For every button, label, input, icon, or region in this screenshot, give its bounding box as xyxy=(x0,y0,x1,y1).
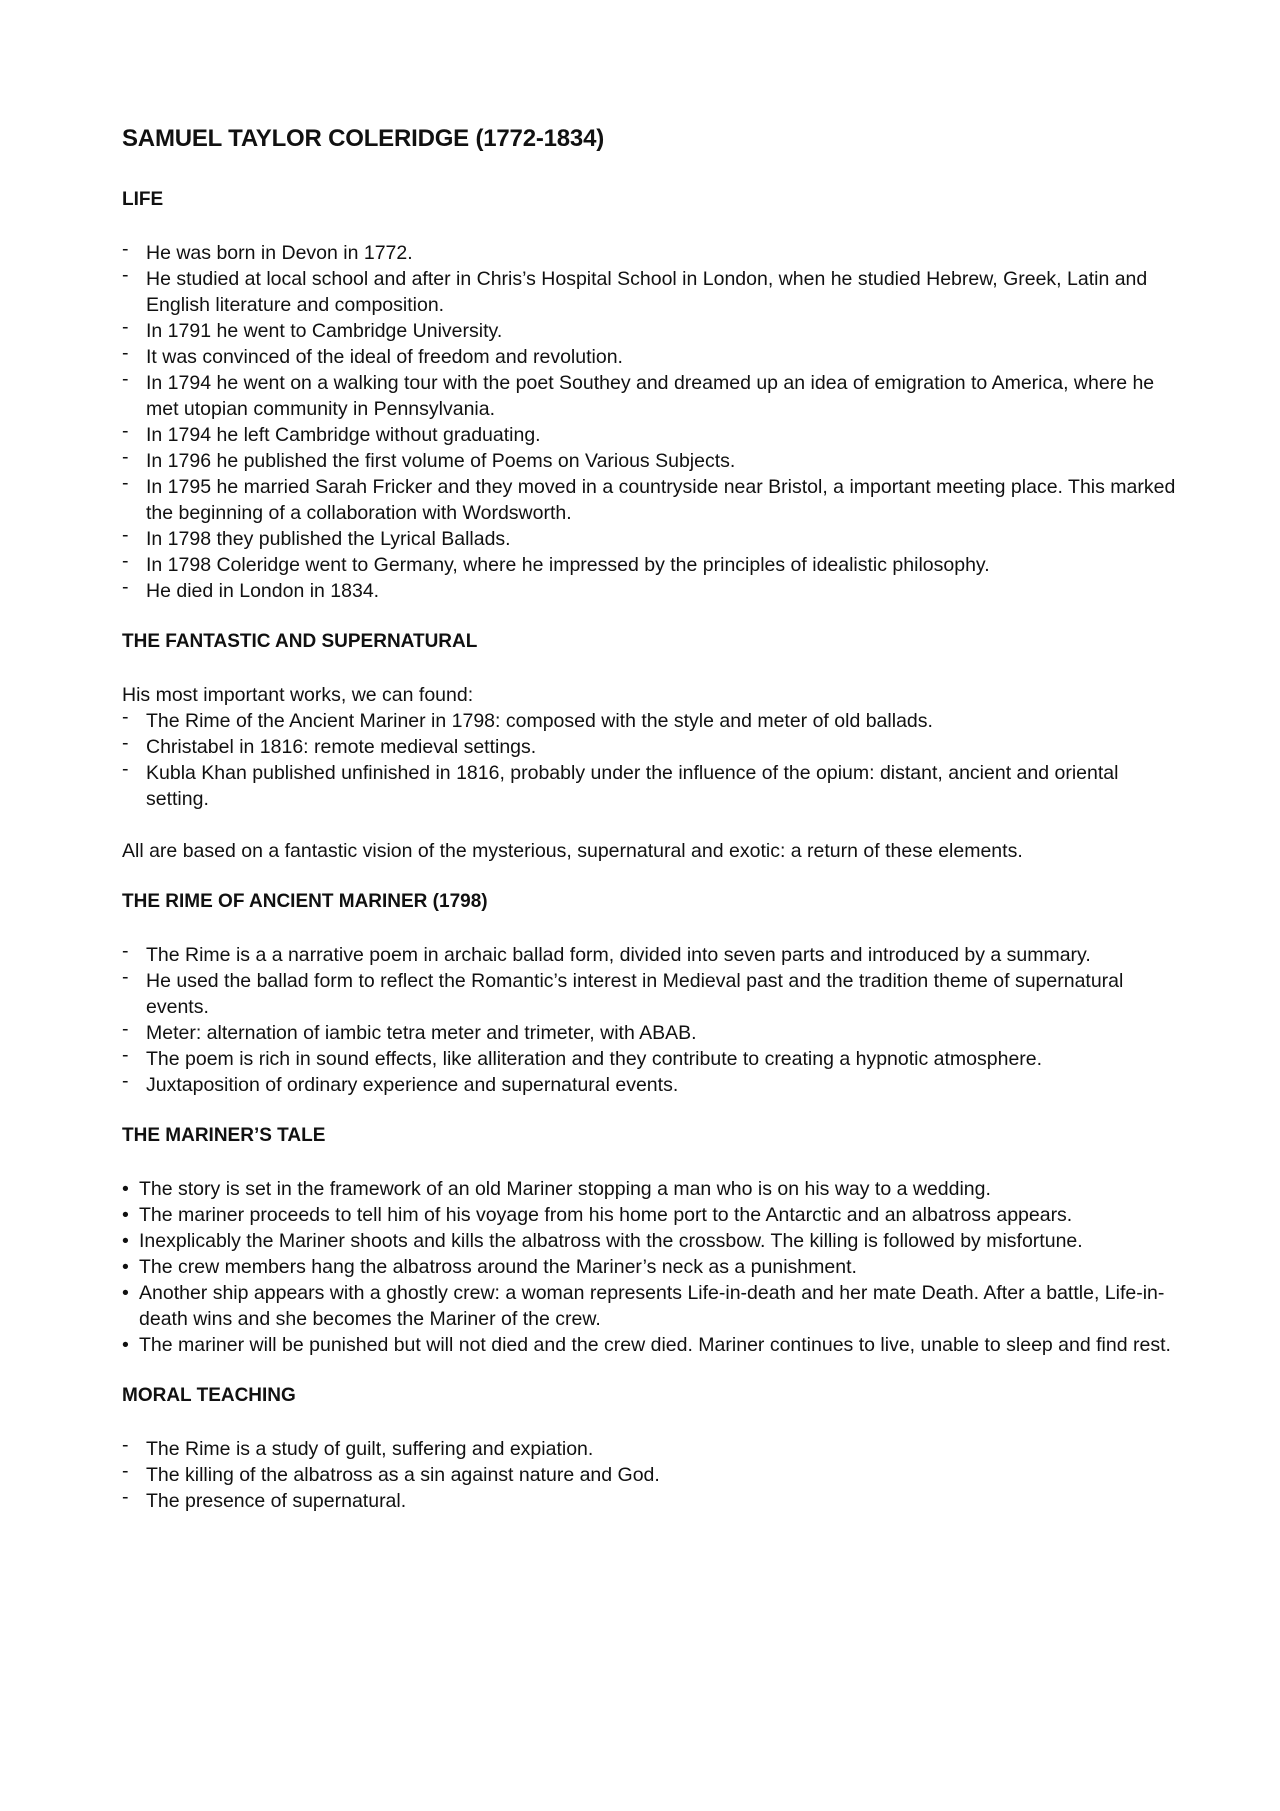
list-item xyxy=(122,370,1182,422)
list-item xyxy=(122,1046,1182,1072)
list-item xyxy=(122,942,1182,968)
dash-bullet: - xyxy=(122,238,129,260)
list-item-text: The presence of supernatural. xyxy=(146,1490,407,1512)
moral-list xyxy=(122,1436,1182,1514)
dash-bullet: - xyxy=(122,342,129,364)
list-item xyxy=(122,578,1182,604)
list-item xyxy=(122,1020,1182,1046)
dash-bullet: - xyxy=(122,1018,129,1040)
list-item-text: Another ship appears with a ghostly crew: a woman represents Life-in-death and her mate Death. After a battle, Life-in-death wins and she becomes the Mariner of the crew. xyxy=(139,1282,1165,1330)
list-item xyxy=(122,1436,1182,1462)
list-item xyxy=(122,1228,1182,1254)
dash-bullet: - xyxy=(122,732,129,754)
list-item-text: Christabel in 1816: remote medieval settings. xyxy=(146,736,537,758)
list-item xyxy=(122,1072,1182,1098)
rime-list xyxy=(122,942,1182,1098)
section-fantastic xyxy=(122,630,1182,864)
section-heading-life: LIFE xyxy=(122,189,164,210)
list-item xyxy=(122,1176,1182,1202)
list-item xyxy=(122,240,1182,266)
fantastic-intro: His most important works, we can found: xyxy=(122,684,474,706)
list-item-text: The Rime is a study of guilt, suffering and expiation. xyxy=(146,1438,594,1460)
list-item-text: In 1798 Coleridge went to Germany, where he impressed by the principles of idealistic philosophy. xyxy=(146,554,990,576)
dash-bullet: - xyxy=(122,758,129,780)
list-item-text: In 1791 he went to Cambridge University. xyxy=(146,320,503,342)
dash-bullet: - xyxy=(122,966,129,988)
list-item-text: Inexplicably the Mariner shoots and kills the albatross with the crossbow. The killing is followed by misfortune. xyxy=(139,1230,1083,1252)
list-item-text: The Rime is a a narrative poem in archaic ballad form, divided into seven parts and introduced by a summary. xyxy=(146,944,1091,966)
list-item-text: In 1795 he married Sarah Fricker and they moved in a countryside near Bristol, a important meeting place. This marked the beginning of a collaboration with Wordsworth. xyxy=(146,476,1176,524)
list-item-text: The crew members hang the albatross around the Mariner’s neck as a punishment. xyxy=(139,1256,857,1278)
section-life xyxy=(122,188,1182,604)
fantastic-conclusion: All are based on a fantastic vision of the mysterious, supernatural and exotic: a return of these elements. xyxy=(122,840,1023,862)
dash-bullet: - xyxy=(122,368,129,390)
list-item xyxy=(122,448,1182,474)
section-rime xyxy=(122,890,1182,1098)
list-item-text: He used the ballad form to reflect the Romantic’s interest in Medieval past and the tradition theme of supernatural events. xyxy=(146,970,1124,1018)
list-item xyxy=(122,1462,1182,1488)
section-moral xyxy=(122,1384,1182,1514)
dot-bullet: • xyxy=(122,1282,129,1304)
dash-bullet: - xyxy=(122,940,129,962)
dot-bullet: • xyxy=(122,1230,129,1252)
section-heading-rime: THE RIME OF ANCIENT MARINER (1798) xyxy=(122,891,488,912)
list-item-text: The mariner proceeds to tell him of his voyage from his home port to the Antarctic and an albatross appears. xyxy=(139,1204,1073,1226)
list-item xyxy=(122,552,1182,578)
list-item xyxy=(122,760,1182,812)
dash-bullet: - xyxy=(122,524,129,546)
list-item xyxy=(122,708,1182,734)
life-list xyxy=(122,240,1182,604)
section-tale xyxy=(122,1124,1182,1358)
section-heading-fantastic: THE FANTASTIC AND SUPERNATURAL xyxy=(122,631,478,652)
list-item xyxy=(122,968,1182,1020)
dash-bullet: - xyxy=(122,420,129,442)
dot-bullet: • xyxy=(122,1204,129,1226)
list-item xyxy=(122,474,1182,526)
list-item xyxy=(122,1332,1182,1358)
list-item-text: He studied at local school and after in Chris’s Hospital School in London, when he studied Hebrew, Greek, Latin and English literature and composition. xyxy=(146,268,1148,316)
list-item xyxy=(122,1280,1182,1332)
dot-bullet: • xyxy=(122,1334,129,1356)
document-page xyxy=(122,124,1182,1540)
dash-bullet: - xyxy=(122,1044,129,1066)
list-item-text: In 1794 he left Cambridge without graduating. xyxy=(146,424,541,446)
dash-bullet: - xyxy=(122,706,129,728)
list-item-text: In 1796 he published the first volume of Poems on Various Subjects. xyxy=(146,450,736,472)
list-item xyxy=(122,526,1182,552)
dash-bullet: - xyxy=(122,316,129,338)
list-item xyxy=(122,422,1182,448)
dash-bullet: - xyxy=(122,1434,129,1456)
list-item xyxy=(122,318,1182,344)
list-item xyxy=(122,1202,1182,1228)
list-item-text: Juxtaposition of ordinary experience and supernatural events. xyxy=(146,1074,679,1096)
list-item-text: The mariner will be punished but will not died and the crew died. Mariner continues to live, unable to sleep and find rest. xyxy=(139,1334,1171,1356)
fantastic-list xyxy=(122,708,1182,812)
section-heading-moral: MORAL TEACHING xyxy=(122,1385,296,1406)
dot-bullet: • xyxy=(122,1178,129,1200)
list-item-text: In 1794 he went on a walking tour with the poet Southey and dreamed up an idea of emigration to America, where he met utopian community in Pennsylvania. xyxy=(146,372,1155,420)
list-item-text: He died in London in 1834. xyxy=(146,580,380,602)
list-item-text: In 1798 they published the Lyrical Ballads. xyxy=(146,528,511,550)
list-item-text: He was born in Devon in 1772. xyxy=(146,242,413,264)
list-item-text: Meter: alternation of iambic tetra meter and trimeter, with ABAB. xyxy=(146,1022,697,1044)
dash-bullet: - xyxy=(122,472,129,494)
list-item xyxy=(122,734,1182,760)
dash-bullet: - xyxy=(122,550,129,572)
dot-bullet: • xyxy=(122,1256,129,1278)
list-item-text: Kubla Khan published unfinished in 1816, probably under the influence of the opium: distant, ancient and oriental setting. xyxy=(146,762,1119,810)
list-item-text: The poem is rich in sound effects, like alliteration and they contribute to creating a hypnotic atmosphere. xyxy=(146,1048,1043,1070)
tale-list xyxy=(122,1176,1182,1358)
dash-bullet: - xyxy=(122,446,129,468)
list-item-text: The story is set in the framework of an old Mariner stopping a man who is on his way to a wedding. xyxy=(139,1178,991,1200)
dash-bullet: - xyxy=(122,1460,129,1482)
list-item-text: The Rime of the Ancient Mariner in 1798: composed with the style and meter of old ballads. xyxy=(146,710,933,732)
list-item xyxy=(122,344,1182,370)
list-item-text: It was convinced of the ideal of freedom and revolution. xyxy=(146,346,623,368)
dash-bullet: - xyxy=(122,264,129,286)
list-item xyxy=(122,266,1182,318)
list-item-text: The killing of the albatross as a sin against nature and God. xyxy=(146,1464,660,1486)
section-heading-tale: THE MARINER’S TALE xyxy=(122,1125,326,1146)
dash-bullet: - xyxy=(122,1486,129,1508)
document-title: SAMUEL TAYLOR COLERIDGE (1772-1834) xyxy=(122,125,605,152)
dash-bullet: - xyxy=(122,576,129,598)
list-item xyxy=(122,1254,1182,1280)
dash-bullet: - xyxy=(122,1070,129,1092)
list-item xyxy=(122,1488,1182,1514)
